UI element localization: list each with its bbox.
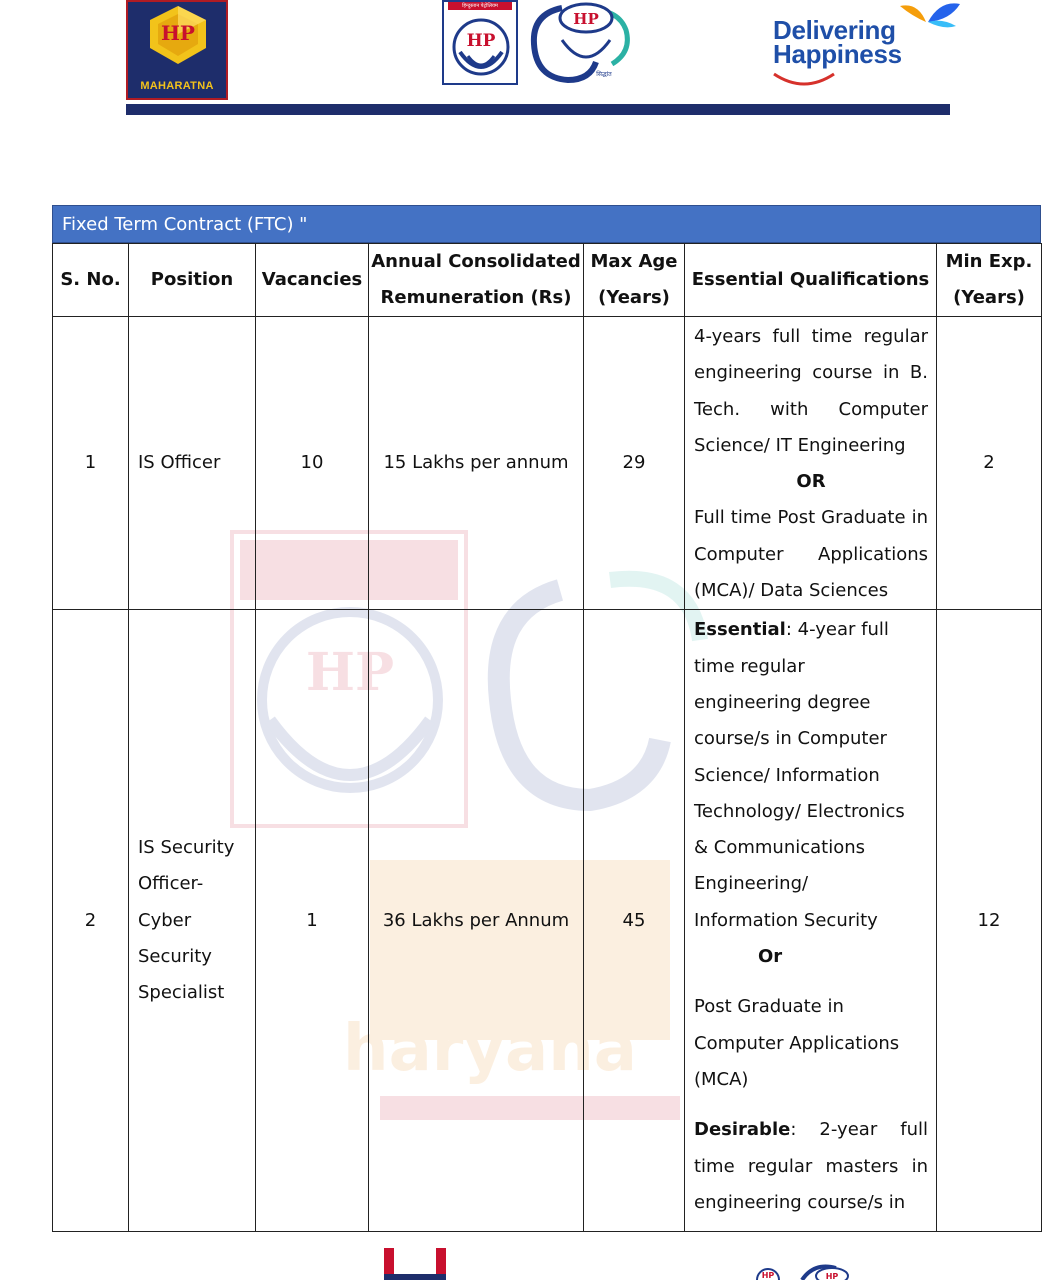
row2-desirable — [694, 1112, 928, 1221]
col-remuneration-line1: Annual Consolidated — [371, 251, 581, 272]
positions-table — [52, 243, 1042, 1232]
row2-position — [129, 610, 256, 1232]
row1-remuneration: 15 Lakhs per annum — [369, 317, 584, 610]
row2-vacancies: 1 — [256, 610, 369, 1232]
col-age-header — [584, 244, 685, 317]
row2-essential-text: : 4-year full time regular engineering degree course/s in Computer Science/ Information Technology/ Electronics & Communications Engineering/ Information Security — [694, 619, 905, 931]
hp-emblem-icon — [452, 16, 510, 78]
table-row — [53, 317, 1042, 610]
table-header-row — [53, 244, 1042, 317]
svg-text:HP: HP — [825, 1272, 839, 1280]
footer-hp-logos-icon — [756, 1262, 856, 1280]
row2-essential — [694, 612, 914, 939]
row2-position-line4: Security — [138, 946, 212, 968]
row2-sno: 2 — [53, 610, 129, 1232]
row1-max-age: 29 — [584, 317, 685, 610]
row2-qual-gap — [694, 1098, 914, 1112]
butterfly-icon — [896, 0, 962, 36]
row1-sno: 1 — [53, 317, 129, 610]
svg-text:HP: HP — [161, 21, 195, 45]
row2-position-line2: Officer- — [138, 873, 204, 895]
row2-desirable-label: Desirable — [694, 1119, 791, 1141]
row1-qual-option-a: 4-years full time regular engineering course in B. Tech. with Computer Science/ IT Engineering — [694, 326, 928, 456]
row2-position-line3: Cyber — [138, 909, 192, 931]
svg-text:HP: HP — [305, 642, 395, 703]
maharatna-logo — [126, 0, 228, 100]
footer-logo-fragment-icon — [380, 1246, 450, 1280]
row2-position-line5: Specialist — [138, 982, 225, 1004]
row2-remuneration: 36 Lakhs per Annum — [369, 610, 584, 1232]
row1-qualifications — [685, 317, 937, 610]
svg-text:सिद्धांत: सिद्धांत — [596, 71, 612, 78]
row2-essential-label: Essential — [694, 619, 786, 641]
row1-qual-option-b: Full time Post Graduate in Computer Applications (MCA)/ Data Sciences — [694, 507, 928, 602]
ftc-section-title: Fixed Term Contract (FTC) " — [52, 205, 1041, 243]
row2-desirable-text: : 2-year full time regular masters in engineering course/s in — [694, 1119, 928, 1213]
hp-50-years-icon — [526, 0, 636, 86]
maharatna-label: MAHARATNA — [140, 80, 214, 92]
col-exp-line1: Min Exp. — [945, 251, 1033, 272]
row2-qual-or: Or — [758, 946, 783, 968]
col-sno-header: S. No. — [53, 244, 129, 317]
row2-min-exp: 12 — [937, 610, 1042, 1232]
tagline-line2: Happiness — [773, 39, 902, 69]
col-age-line1: Max Age — [590, 251, 678, 272]
hp-logo-band: हिन्दुस्तान पेट्रोलियम — [448, 2, 512, 10]
col-exp-header — [937, 244, 1042, 317]
col-position-header: Position — [129, 244, 256, 317]
row2-qual-gap — [694, 975, 914, 989]
smile-icon — [770, 68, 840, 90]
col-age-line2: (Years) — [598, 287, 670, 308]
col-remuneration-header — [369, 244, 584, 317]
col-exp-line2: (Years) — [953, 287, 1025, 308]
row2-qualifications — [685, 610, 937, 1232]
col-remuneration-line2: Remuneration (Rs) — [380, 287, 572, 308]
hp-gem-icon — [144, 4, 212, 66]
svg-text:HP: HP — [573, 10, 599, 28]
row1-min-exp: 2 — [937, 317, 1042, 610]
header-divider — [126, 104, 950, 115]
svg-text:HP: HP — [761, 1271, 775, 1280]
row1-vacancies: 10 — [256, 317, 369, 610]
hp-emblem-text: HP — [466, 31, 496, 51]
svg-text:haryana: haryana — [343, 1012, 637, 1086]
hp-logo — [442, 0, 518, 85]
col-vacancies-header: Vacancies — [256, 244, 369, 317]
row2-position-line1: IS Security — [138, 837, 235, 859]
col-qualifications-header: Essential Qualifications — [685, 244, 937, 317]
row2-qual-pg: Post Graduate in Computer Applications (MCA) — [694, 996, 900, 1090]
tagline-line1: Delivering — [773, 15, 896, 45]
row2-max-age: 45 — [584, 610, 685, 1232]
table-row — [53, 610, 1042, 1232]
row1-qual-or: OR — [796, 471, 826, 493]
row1-position: IS Officer — [129, 317, 256, 610]
